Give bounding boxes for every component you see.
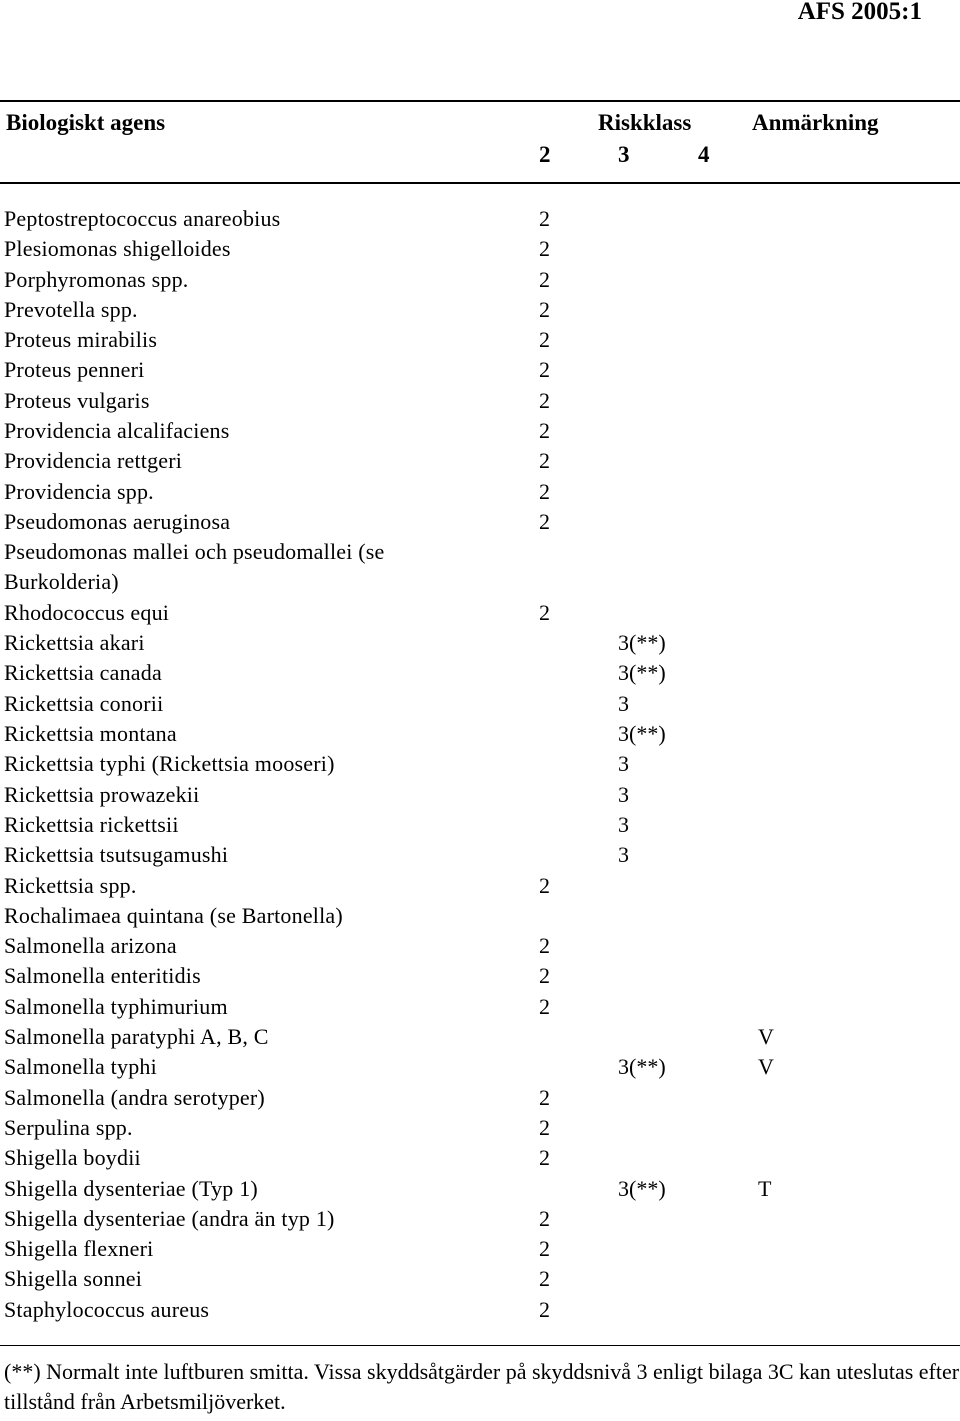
table-row xyxy=(0,1295,960,1325)
risk-class-3: 3(**) xyxy=(618,721,666,747)
agent-name: Prevotella spp. xyxy=(4,296,138,322)
header-top-rule xyxy=(0,100,960,102)
risk-class-2: 2 xyxy=(539,296,550,322)
agent-name: Rhodococcus equi xyxy=(4,599,170,625)
table-row xyxy=(0,901,960,931)
agent-name: Rickettsia conorii xyxy=(4,690,164,716)
agent-name: Pseudomonas mallei och pseudomallei (se Burkolderia) xyxy=(4,539,385,595)
risk-class-3: 3(**) xyxy=(618,630,666,656)
table-row xyxy=(0,1143,960,1173)
risk-subheader-4: 4 xyxy=(698,142,710,167)
agent-name: Peptostreptococcus anareobius xyxy=(4,206,281,231)
risk-class-2: 2 xyxy=(539,993,550,1019)
agent-name: Salmonella paratyphi A, B, C xyxy=(4,1024,269,1050)
document-id: AFS 2005:1 xyxy=(797,0,922,25)
table-row xyxy=(0,780,960,810)
agent-name: Rickettsia typhi (Rickettsia mooseri) xyxy=(4,751,335,777)
risk-class-2: 2 xyxy=(539,1236,550,1262)
table-row xyxy=(0,658,960,688)
agent-name: Staphylococcus aureus xyxy=(4,1296,210,1322)
risk-class-2: 2 xyxy=(539,357,550,383)
table-row xyxy=(0,719,960,749)
table-row xyxy=(0,355,960,385)
remark: T xyxy=(758,1175,772,1201)
table-row xyxy=(0,1264,960,1294)
table-row xyxy=(0,840,960,870)
risk-class-2: 2 xyxy=(539,478,550,504)
agent-name: Plesiomonas shigelloides xyxy=(4,236,231,262)
risk-class-2: 2 xyxy=(539,266,550,292)
agent-name: Rickettsia akari xyxy=(4,630,145,656)
table-row xyxy=(0,295,960,325)
table-row xyxy=(0,1234,960,1264)
agent-name: Rickettsia montana xyxy=(4,721,177,747)
remark: V xyxy=(758,1024,774,1050)
risk-class-2: 2 xyxy=(539,872,550,898)
risk-class-2: 2 xyxy=(539,448,550,474)
agent-name: Shigella flexneri xyxy=(4,1236,154,1262)
agent-name: Rickettsia prowazekii xyxy=(4,781,200,807)
agent-name: Providencia spp. xyxy=(4,478,154,504)
risk-class-2: 2 xyxy=(539,1205,550,1231)
risk-class-2: 2 xyxy=(539,327,550,353)
risk-class-2: 2 xyxy=(539,206,550,231)
table-row xyxy=(0,234,960,264)
table-row xyxy=(0,1113,960,1143)
table-row xyxy=(0,477,960,507)
table-row xyxy=(0,416,960,446)
agent-name: Rickettsia spp. xyxy=(4,872,137,898)
risk-subheader-2: 2 xyxy=(539,142,551,167)
agent-name: Rickettsia rickettsii xyxy=(4,811,179,837)
table-row xyxy=(0,507,960,537)
table-row xyxy=(0,961,960,991)
table-row xyxy=(0,871,960,901)
agent-name: Proteus vulgaris xyxy=(4,387,150,413)
risk-class-3: 3 xyxy=(618,751,629,777)
agent-name: Salmonella typhi xyxy=(4,1054,157,1080)
risk-class-2: 2 xyxy=(539,508,550,534)
remark: V xyxy=(758,1054,774,1080)
risk-class-2: 2 xyxy=(539,933,550,959)
risk-class-3: 3(**) xyxy=(618,1054,666,1080)
column-header-agent: Biologiskt agens xyxy=(6,110,166,135)
agent-name: Shigella sonnei xyxy=(4,1266,143,1292)
risk-class-2: 2 xyxy=(539,599,550,625)
risk-subheader-3: 3 xyxy=(618,142,630,167)
risk-class-3: 3(**) xyxy=(618,1175,666,1201)
risk-class-3: 3 xyxy=(618,781,629,807)
risk-class-3: 3 xyxy=(618,690,629,716)
table-row xyxy=(0,689,960,719)
agent-name: Serpulina spp. xyxy=(4,1114,133,1140)
table-row xyxy=(0,325,960,355)
table-row xyxy=(0,598,960,628)
risk-class-2: 2 xyxy=(539,1114,550,1140)
agent-name: Providencia alcalifaciens xyxy=(4,418,230,444)
agent-name: Rickettsia tsutsugamushi xyxy=(4,842,229,868)
agent-name: Providencia rettgeri xyxy=(4,448,183,474)
agent-name: Shigella dysenteriae (andra än typ 1) xyxy=(4,1205,335,1231)
table-row xyxy=(0,204,960,234)
risk-class-2: 2 xyxy=(539,963,550,989)
table-row xyxy=(0,265,960,295)
agent-name: Shigella boydii xyxy=(4,1145,141,1171)
table-row xyxy=(0,1052,960,1082)
agent-name: Salmonella arizona xyxy=(4,933,177,959)
agent-name: Salmonella typhimurium xyxy=(4,993,228,1019)
agent-name: Pseudomonas aeruginosa xyxy=(4,508,231,534)
table-row xyxy=(0,1022,960,1052)
table-row xyxy=(0,931,960,961)
risk-class-2: 2 xyxy=(539,1266,550,1292)
agent-name: Salmonella (andra serotyper) xyxy=(4,1084,265,1110)
risk-class-2: 2 xyxy=(539,387,550,413)
table-row xyxy=(0,992,960,1022)
agent-name: Salmonella enteritidis xyxy=(4,963,201,989)
table-row xyxy=(0,1174,960,1204)
risk-class-3: 3 xyxy=(618,842,629,868)
table-row xyxy=(0,749,960,779)
risk-class-2: 2 xyxy=(539,1084,550,1110)
table-row xyxy=(0,1083,960,1113)
table-row xyxy=(0,446,960,476)
agent-table-body xyxy=(0,204,960,1325)
table-row xyxy=(0,1204,960,1234)
agent-name: Shigella dysenteriae (Typ 1) xyxy=(4,1175,258,1201)
footnote: (**) Normalt inte luftburen smitta. Vissa skyddsåtgärder på skyddsnivå 3 enligt bilaga 3C kan uteslutas efter tillstånd från Arbetsmiljöverket. xyxy=(4,1359,960,1414)
agent-name: Proteus penneri xyxy=(4,357,145,383)
risk-class-2: 2 xyxy=(539,418,550,444)
agent-name: Rickettsia canada xyxy=(4,660,162,686)
table-row xyxy=(0,386,960,416)
table-row xyxy=(0,628,960,658)
header-bottom-rule xyxy=(0,182,960,184)
agent-name: Proteus mirabilis xyxy=(4,327,158,353)
risk-class-2: 2 xyxy=(539,236,550,262)
risk-class-2: 2 xyxy=(539,1296,550,1322)
table-row xyxy=(0,810,960,840)
risk-class-3: 3(**) xyxy=(618,660,666,686)
risk-class-3: 3 xyxy=(618,811,629,837)
column-header-risk-class: Riskklass xyxy=(598,110,692,135)
footnote-rule xyxy=(0,1345,960,1346)
risk-class-2: 2 xyxy=(539,1145,550,1171)
table-row xyxy=(0,537,960,598)
column-header-remark: Anmärkning xyxy=(752,110,879,135)
agent-name: Porphyromonas spp. xyxy=(4,266,189,292)
agent-name: Rochalimaea quintana (se Bartonella) xyxy=(4,902,343,928)
